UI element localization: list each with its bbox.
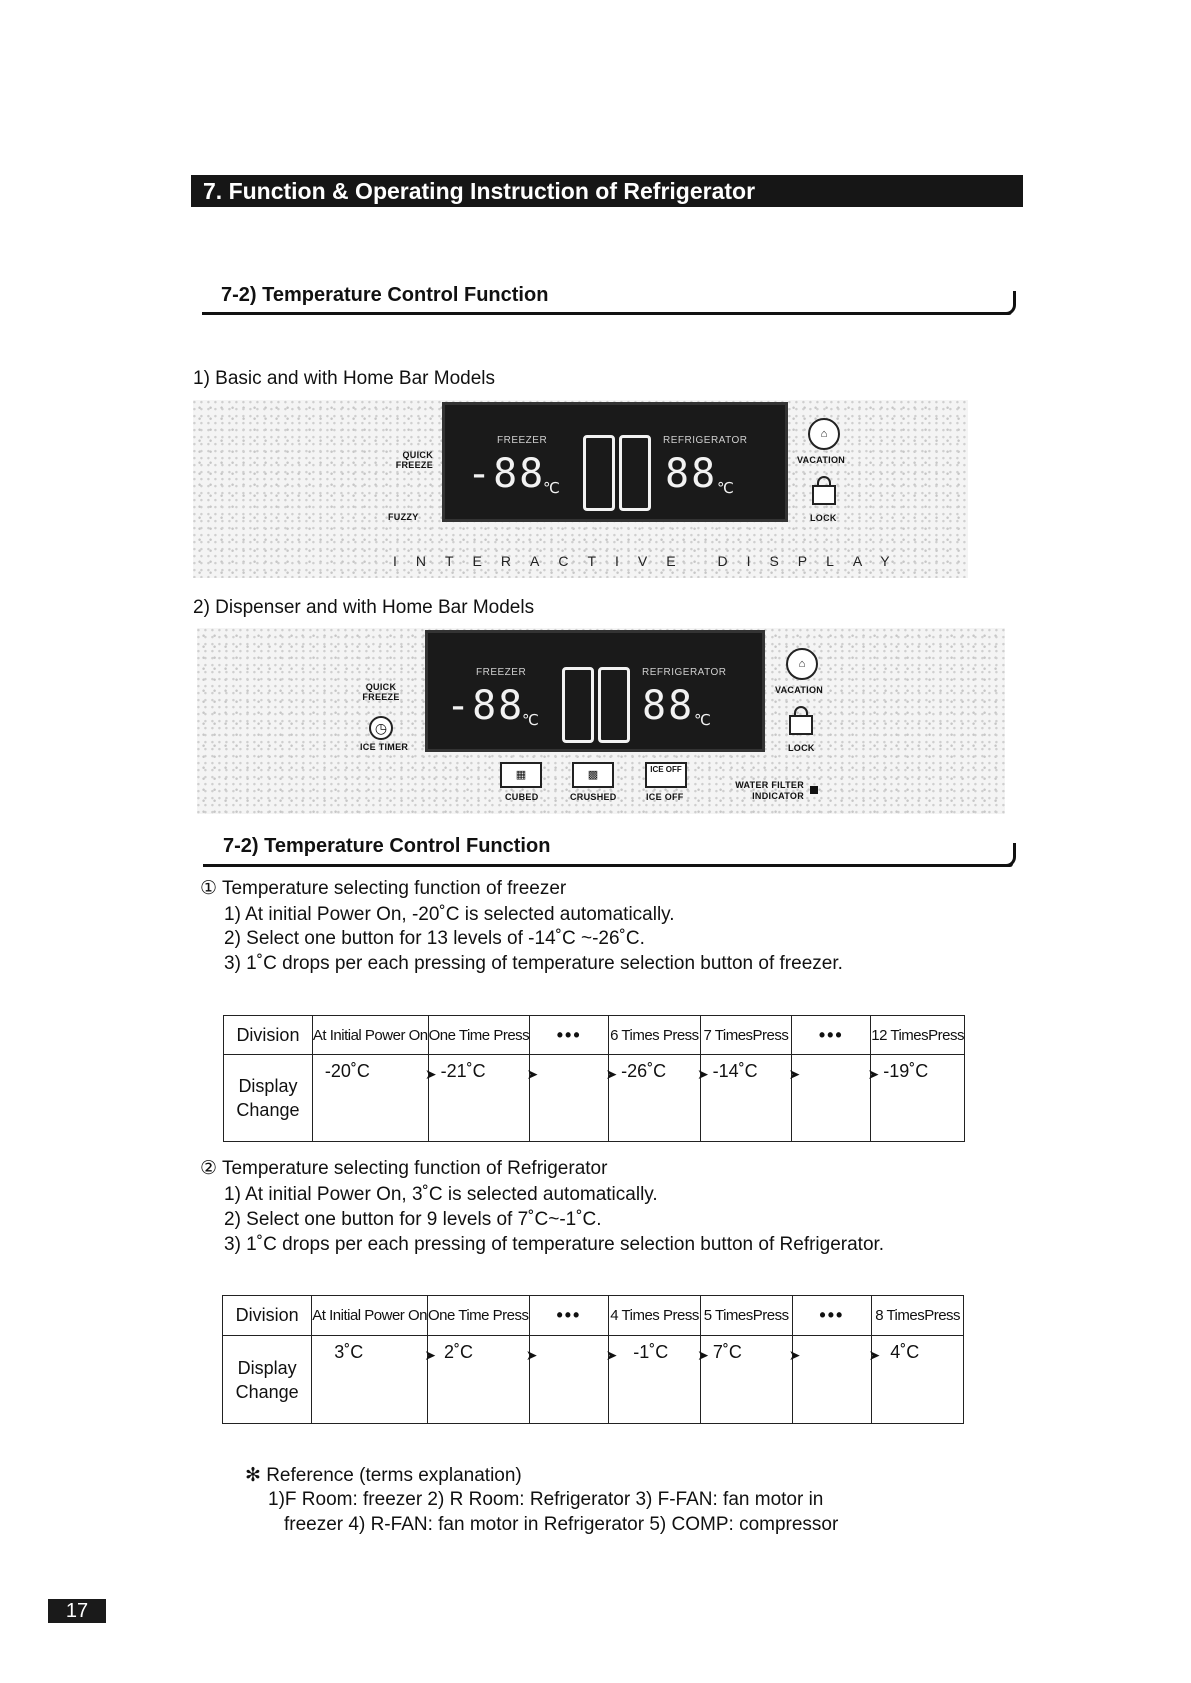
- freezer-unit: ℃: [522, 712, 539, 729]
- freezer-line-2: 2) Select one button for 13 levels of -14˚C ~-26˚C.: [224, 928, 645, 949]
- display-change-label: Display Change: [223, 1336, 312, 1424]
- lock-icon-body[interactable]: [789, 715, 813, 735]
- right-door-icon: [619, 435, 651, 511]
- right-door-icon: [598, 667, 630, 743]
- section-title: 7-2) Temperature Control Function: [221, 284, 549, 306]
- arrow-icon: ➤: [697, 1347, 709, 1363]
- panel2-lcd-display: [425, 630, 765, 752]
- division-header: Division: [223, 1296, 312, 1336]
- arrow-icon: ➤: [867, 1066, 880, 1082]
- arrow-icon: ➤: [525, 1347, 538, 1363]
- column-header: 5 TimesPress: [700, 1296, 792, 1336]
- reference-line-1: 1)F Room: freezer 2) R Room: Refrigerator 3) F-FAN: fan motor in: [268, 1489, 824, 1510]
- column-header: 7 TimesPress: [700, 1016, 792, 1055]
- refrigerator-unit: ℃: [717, 480, 734, 497]
- vacation-icon[interactable]: ⌂: [808, 418, 840, 450]
- column-header: 4 Times Press: [609, 1296, 701, 1336]
- vacation-label: VACATION: [775, 685, 824, 695]
- lock-icon[interactable]: [794, 706, 808, 715]
- cubed-label: CUBED: [505, 792, 539, 802]
- arrow-icon: ➤: [526, 1066, 539, 1082]
- crushed-label: CRUSHED: [570, 792, 617, 802]
- lock-icon[interactable]: [817, 476, 831, 485]
- quick-freeze-button[interactable]: QUICK FREEZE: [395, 450, 433, 470]
- water-filter-indicator-label: WATER FILTER INDICATOR: [735, 780, 804, 801]
- refrigerator-temp-digits: 88: [642, 683, 695, 729]
- table-cell: 4˚C: [872, 1336, 964, 1424]
- column-header: 6 Times Press: [609, 1016, 701, 1055]
- table-cell: [792, 1055, 880, 1142]
- reference-title: ✻ Reference (terms explanation): [245, 1465, 522, 1486]
- interactive-display-label: INTERACTIVE DISPLAY: [393, 553, 909, 569]
- lock-label: LOCK: [810, 513, 837, 523]
- arrow-icon: ➤: [424, 1347, 436, 1363]
- freezer-temperature-table: [223, 1015, 965, 1142]
- refrigerator-line-2: 2) Select one button for 9 levels of 7˚C~-1˚C.: [224, 1209, 602, 1230]
- lcd-freezer-label: FREEZER: [497, 435, 548, 446]
- arrow-icon: ➤: [605, 1347, 618, 1363]
- refrigerator-heading: ② Temperature selecting function of Refrigerator: [200, 1158, 608, 1179]
- left-door-icon: [583, 435, 615, 511]
- arrow-icon: ➤: [788, 1347, 801, 1363]
- section-rule-hook: [1006, 843, 1016, 867]
- section-rule-hook: [1006, 291, 1016, 315]
- freezer-unit: ℃: [543, 480, 560, 497]
- refrigerator-line-3: 3) 1˚C drops per each pressing of temperature selection button of Refrigerator.: [224, 1234, 885, 1255]
- column-header: At Initial Power On: [312, 1016, 428, 1055]
- crushed-ice-icon[interactable]: ▩: [572, 762, 614, 788]
- ice-timer-label: ICE TIMER: [360, 742, 409, 752]
- table-cell: -19˚C: [871, 1055, 965, 1142]
- quick-freeze-button[interactable]: QUICK FREEZE: [362, 682, 400, 702]
- table-cell: -21˚C ➤: [428, 1055, 530, 1142]
- ice-off-label: ICE OFF: [646, 792, 684, 802]
- table-cell: [530, 1055, 618, 1142]
- column-header: 8 TimesPress: [872, 1296, 964, 1336]
- table-cell: 3˚C ➤: [312, 1336, 428, 1424]
- table-cell: -14˚C ➤: [700, 1055, 792, 1142]
- arrow-icon: ➤: [788, 1066, 801, 1082]
- display-change-label: Display Change: [224, 1055, 313, 1142]
- lock-icon-body[interactable]: [812, 485, 836, 505]
- lcd-refrigerator-label: REFRIGERATOR: [642, 667, 727, 678]
- table-cell: -1˚C ➤: [609, 1336, 701, 1424]
- refrigerator-line-1: 1) At initial Power On, 3˚C is selected automatically.: [224, 1184, 658, 1205]
- vacation-icon[interactable]: ⌂: [786, 648, 818, 680]
- lcd-refrigerator-label: REFRIGERATOR: [663, 435, 748, 446]
- page-number: 17: [48, 1599, 106, 1623]
- lock-label: LOCK: [788, 743, 815, 753]
- column-header: At Initial Power On: [312, 1296, 428, 1336]
- column-header-ellipsis: •••: [792, 1296, 872, 1336]
- column-header-ellipsis: •••: [529, 1296, 609, 1336]
- reference-line-2: freezer 4) R-FAN: fan motor in Refrigerator 5) COMP: compressor: [284, 1514, 839, 1535]
- chapter-title: 7. Function & Operating Instruction of Refrigerator: [191, 175, 1023, 207]
- refrigerator-unit: ℃: [694, 712, 711, 729]
- panel1-caption: 1) Basic and with Home Bar Models: [193, 368, 496, 389]
- table-cell: [529, 1336, 618, 1424]
- panel2-caption: 2) Dispenser and with Home Bar Models: [193, 597, 535, 618]
- freezer-line-1: 1) At initial Power On, -20˚C is selected automatically.: [224, 904, 675, 925]
- table-cell: 2˚C ➤: [427, 1336, 529, 1424]
- column-header: 12 TimesPress: [871, 1016, 965, 1055]
- arrow-icon: ➤: [424, 1066, 437, 1082]
- freezer-heading: ① Temperature selecting function of freezer: [200, 878, 567, 899]
- water-filter-indicator-light: [810, 786, 818, 794]
- column-header: One Time Press: [428, 1016, 530, 1055]
- left-door-icon: [562, 667, 594, 743]
- table-cell: -20˚C ➤: [312, 1055, 428, 1142]
- refrigerator-temperature-table: [222, 1295, 964, 1424]
- section-rule: [203, 864, 1013, 867]
- freezer-temp-digits: -88: [467, 451, 546, 497]
- table-cell: -26˚C ➤: [609, 1055, 701, 1142]
- lcd-freezer-label: FREEZER: [476, 667, 527, 678]
- section-title: 7-2) Temperature Control Function: [223, 835, 551, 857]
- clock-icon[interactable]: ◷: [369, 716, 393, 740]
- arrow-icon: ➤: [696, 1066, 709, 1082]
- column-header-ellipsis: •••: [530, 1016, 609, 1055]
- column-header-ellipsis: •••: [792, 1016, 871, 1055]
- refrigerator-temp-digits: 88: [665, 451, 718, 497]
- freezer-temp-digits: -88: [446, 683, 525, 729]
- column-header: One Time Press: [427, 1296, 529, 1336]
- section-rule: [202, 312, 1012, 315]
- table-cell: [792, 1336, 881, 1424]
- arrow-icon: ➤: [868, 1347, 881, 1363]
- cubed-ice-icon[interactable]: ▦: [500, 762, 542, 788]
- ice-off-icon[interactable]: ICE OFF: [645, 762, 687, 788]
- arrow-icon: ➤: [605, 1066, 618, 1082]
- panel1-lcd-display: [442, 402, 788, 522]
- freezer-line-3: 3) 1˚C drops per each pressing of temperature selection button of freezer.: [224, 953, 843, 974]
- fuzzy-button[interactable]: FUZZY: [388, 512, 419, 522]
- division-header: Division: [224, 1016, 313, 1055]
- vacation-label: VACATION: [797, 455, 846, 465]
- table-cell: 7˚C ➤: [700, 1336, 792, 1424]
